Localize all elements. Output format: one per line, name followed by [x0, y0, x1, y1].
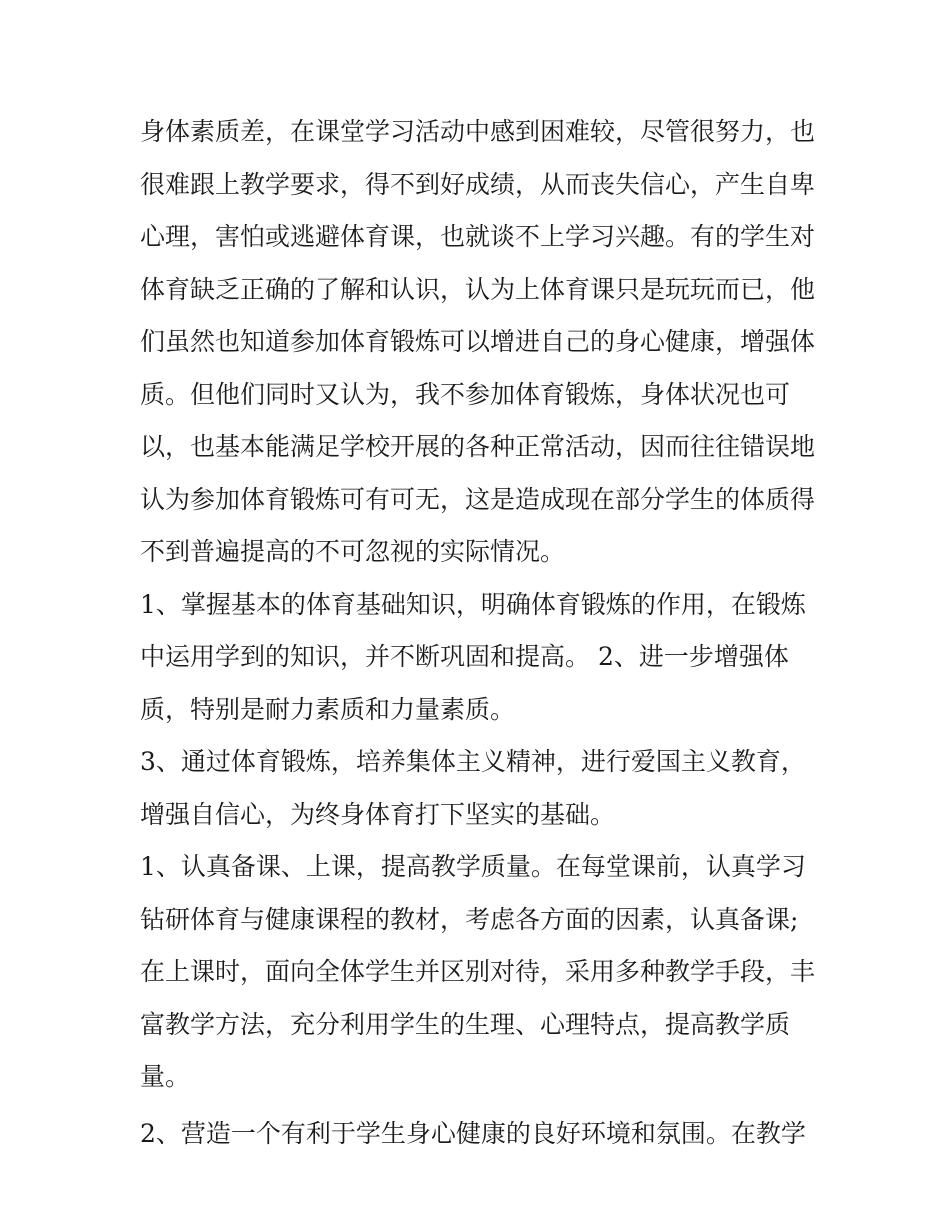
text-line: 富教学方法，充分利用学生的生理、心理特点，提高教学质	[140, 1009, 791, 1039]
text-line: 3、通过体育锻炼，培养集体主义精神，进行爱国主义教育，	[140, 747, 806, 776]
text-line: 身体素质差，在课堂学习活动中感到困难较，尽管很努力，也	[140, 117, 816, 146]
text-line: 心理，害怕或逃避体育课，也就谈不上学习兴趣。有的学生对	[140, 222, 816, 251]
text-line: 钻研体育与健康课程的教材，考虑各方面的因素，认真备课;	[140, 904, 799, 934]
text-line: 体育缺乏正确的了解和认识，认为上体育课只是玩玩而已，他	[140, 274, 816, 304]
text-line: 质，特别是耐力素质和力量素质。	[140, 694, 516, 724]
text-line: 1、认真备课、上课，提高教学质量。在每堂课前，认真学习	[140, 852, 806, 881]
text-line: 在上课时，面向全体学生并区别对待，采用多种教学手段，丰	[140, 957, 816, 986]
text-line: 很难跟上教学要求，得不到好成绩，从而丧失信心，产生自卑	[140, 169, 816, 199]
text-line: 质。但他们同时又认为，我不参加体育锻炼，身体状况也可	[140, 379, 791, 409]
text-line: 增强自信心，为终身体育打下坚实的基础。	[140, 799, 616, 829]
text-line: 量。	[140, 1062, 191, 1091]
document-body	[140, 106, 820, 1161]
text-line: 2、营造一个有利于学生身心健康的良好环境和氛围。在教学	[140, 1119, 806, 1148]
text-line: 认为参加体育锻炼可有可无，这是造成现在部分学生的体质得	[140, 484, 816, 514]
text-line: 1、掌握基本的体育基础知识，明确体育锻炼的作用，在锻炼	[140, 589, 806, 619]
text-line: 中运用学到的知识，并不断巩固和提高。 2、进一步增强体	[140, 642, 789, 671]
text-line: 不到普遍提高的不可忽视的实际情况。	[140, 537, 566, 566]
text-line: 们虽然也知道参加体育锻炼可以增进自己的身心健康，增强体	[140, 327, 816, 356]
text-line: 以，也基本能满足学校开展的各种正常活动，因而往往错误地	[140, 432, 816, 461]
